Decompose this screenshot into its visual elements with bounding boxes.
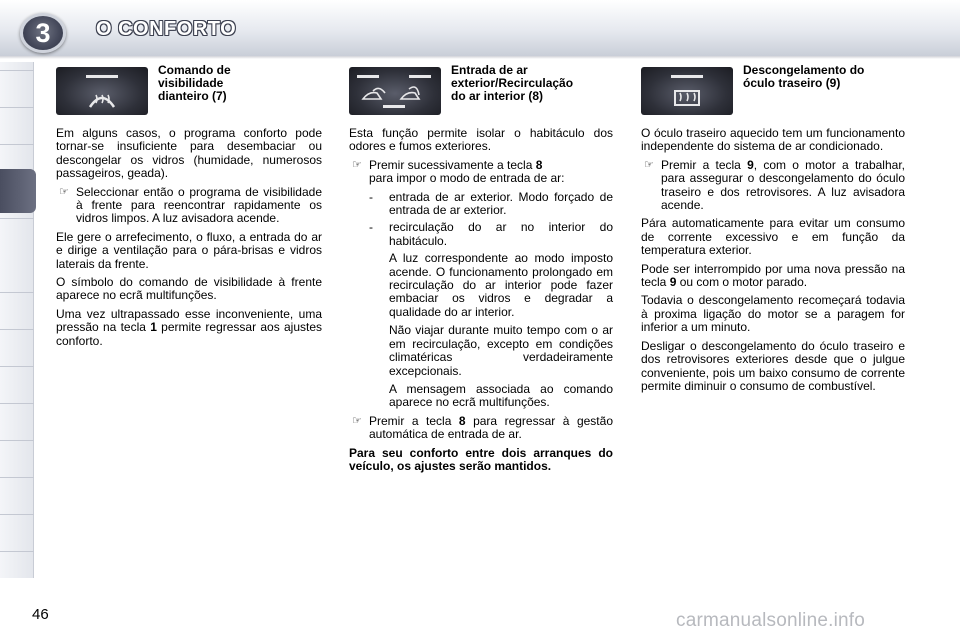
paragraph: Em alguns casos, o programa conforto pode tornar-se insuficiente para desembaciar ou descongelar os vidros (humidade, numerosos passageiros, geada). xyxy=(56,126,322,181)
section-title-line: óculo traseiro (9) xyxy=(743,76,841,90)
bullet-text: Seleccionar então o programa de visibilidade à frente para reencontrar rapidamente os vidros limpos. A luz avisadora acende. xyxy=(76,184,322,226)
chapter-number: 3 xyxy=(35,17,51,48)
paragraph: Ele gere o arrefecimento, o fluxo, a entrada do ar e dirige a ventilação para o pára-brisas e vidros laterais da frente. xyxy=(56,229,322,271)
chapter-tab-divider xyxy=(0,144,34,145)
paragraph: O símbolo do comando de visibilidade à frente aparece no ecrã multifunções. xyxy=(56,275,322,303)
indented-paragraph: Não viajar durante muito tempo com o ar em recirculação, excepto em condições climatéricas verdadeiramente excepcionais. xyxy=(389,323,613,378)
chapter-tab-divider xyxy=(0,551,34,552)
key-number: 8 xyxy=(535,157,543,172)
bullet-item xyxy=(349,159,613,186)
section-title xyxy=(743,64,864,90)
key-number: 9 xyxy=(669,275,677,290)
section-title-line: Comando de xyxy=(158,63,231,77)
indented-paragraph: A luz correspondente ao modo imposto acende. O funcionamento prolongado em recirculação do ar interior pode fazer embaciar os vidros e degradar a qualidade do ar interior. xyxy=(389,251,613,319)
text-run: Pode ser interrompido por uma nova pressão na tecla xyxy=(641,261,905,290)
bold-note: Para seu conforto entre dois arranques do veículo, os ajustes serão mantidos. xyxy=(349,445,613,473)
text-run: , com o motor a trabalhar, para assegurar o descongelamento do óculo traseiro e dos retrovisores. A luz avisadora acende. xyxy=(661,157,905,213)
section-title-line: dianteiro (7) xyxy=(158,89,227,103)
text-run: Uma vez ultrapassado esse inconveniente, uma pressão na tecla xyxy=(56,306,322,335)
section-header xyxy=(56,64,322,115)
section-title-line: Descongelamento do xyxy=(743,63,865,77)
dash-item xyxy=(349,191,613,218)
front-windscreen-demist-icon xyxy=(56,67,148,115)
chapter-title: O CONFORTO xyxy=(96,18,237,40)
section-title xyxy=(451,64,573,103)
section-title-line: exterior/Recirculação xyxy=(451,76,574,90)
section-title-line: do ar interior (8) xyxy=(451,89,544,103)
key-number: 1 xyxy=(150,320,157,335)
air-recirculation-icon xyxy=(349,67,441,115)
dash-mark: - xyxy=(369,220,373,235)
section-header xyxy=(641,64,905,115)
chapter-tab-divider xyxy=(0,514,34,515)
pointing-finger-icon: ☞ xyxy=(59,185,69,198)
bullet-text xyxy=(369,415,613,442)
pointing-finger-icon: ☞ xyxy=(352,414,362,427)
section-header xyxy=(349,64,613,115)
header-shadow xyxy=(0,56,960,59)
active-chapter-tab[interactable] xyxy=(0,169,36,213)
chapter-tab-divider xyxy=(0,292,34,293)
dash-item xyxy=(349,221,613,248)
text-run: Premir sucessivamente a tecla xyxy=(369,157,536,172)
chapter-badge xyxy=(20,13,66,53)
text-run: Premir a tecla xyxy=(369,413,459,428)
chapter-tab-strip xyxy=(0,62,34,578)
watermark: carmanualsonline.info xyxy=(676,610,866,631)
chapter-tab-divider xyxy=(0,477,34,478)
chapter-tab-divider xyxy=(0,403,34,404)
column-front-visibility xyxy=(56,64,322,353)
indented-paragraph: A mensagem associada ao comando aparece no ecrã multifunções. xyxy=(389,381,613,410)
text-run: para impor o modo de entrada de ar: xyxy=(369,171,565,186)
page-number: 46 xyxy=(32,606,49,623)
paragraph: Esta função permite isolar o habitáculo dos odores e fumos exteriores. xyxy=(349,126,613,154)
text-run: permite regressar aos ajustes conforto. xyxy=(56,320,323,348)
paragraph: Pára automaticamente para evitar um consumo de corrente excessivo e em função da temperatura exterior. xyxy=(641,216,905,258)
key-number: 8 xyxy=(458,413,466,428)
bullet-text xyxy=(369,159,613,186)
text-run: ou com o motor parado. xyxy=(676,275,808,290)
dash-text: recirculação do ar no interior do habitáculo. xyxy=(389,220,613,248)
chapter-tab-divider xyxy=(0,70,34,71)
section-title xyxy=(158,64,231,103)
chapter-tab-divider xyxy=(0,366,34,367)
chapter-tab-divider xyxy=(0,107,34,108)
key-number: 9 xyxy=(747,157,754,172)
chapter-tab-divider xyxy=(0,440,34,441)
rear-screen-demist-icon xyxy=(641,67,733,115)
bullet-item xyxy=(641,159,905,213)
column-air-recirculation xyxy=(349,64,613,473)
text-run: para regressar à gestão automática de entrada de ar. xyxy=(369,413,613,442)
bullet-item xyxy=(349,415,613,442)
paragraph: O óculo traseiro aquecido tem um funcionamento independente do sistema de ar condicionado. xyxy=(641,126,905,154)
chapter-tab-divider xyxy=(0,329,34,330)
paragraph: Todavia o descongelamento recomeçará todavia à proxima ligação do motor se a paragem for inferior a um minuto. xyxy=(641,293,905,335)
bullet-item xyxy=(56,186,322,226)
dash-mark: - xyxy=(369,189,373,204)
paragraph xyxy=(641,263,905,290)
paragraph xyxy=(56,308,322,348)
dash-text: entrada de ar exterior. Modo forçado de entrada de ar exterior. xyxy=(389,189,613,218)
bullet-text xyxy=(661,159,905,213)
column-rear-demist xyxy=(641,64,905,398)
section-title-line: visibilidade xyxy=(158,76,224,90)
text-run: Premir a tecla xyxy=(661,157,748,172)
section-title-line: Entrada de ar xyxy=(451,63,528,77)
pointing-finger-icon: ☞ xyxy=(644,158,654,171)
pointing-finger-icon: ☞ xyxy=(352,158,362,171)
chapter-tab-divider xyxy=(0,218,34,219)
paragraph: Desligar o descongelamento do óculo traseiro e dos retrovisores exteriores desde que o julgue conveniente, pois um baixo consumo de corrente permite diminuir o consumo de combustível. xyxy=(641,338,905,393)
